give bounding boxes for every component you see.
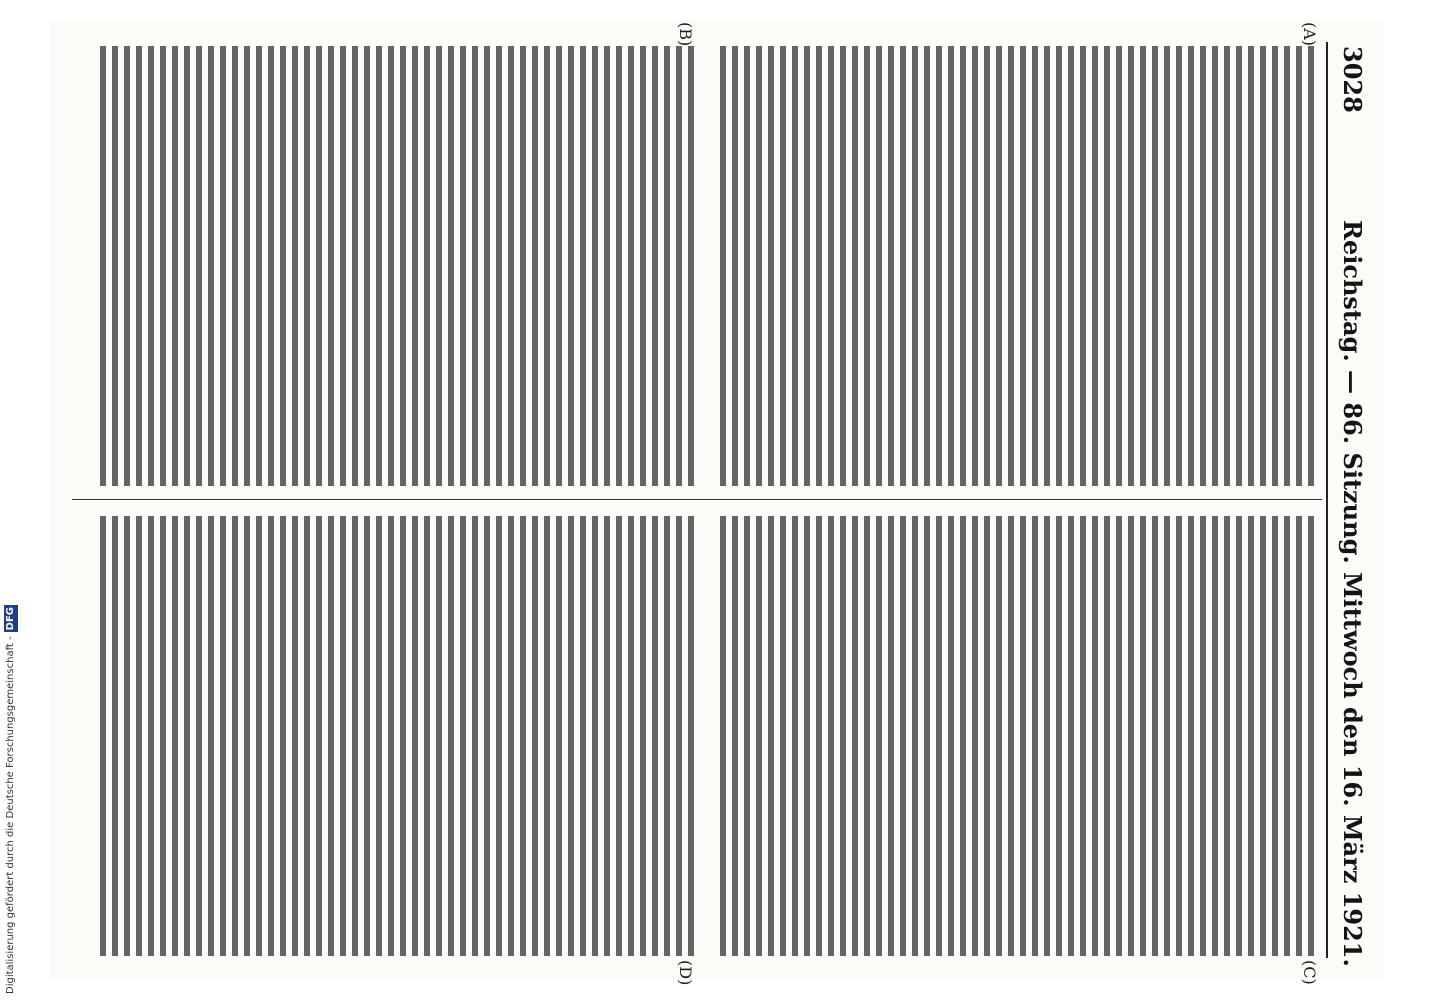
right-column-text-lower: [94, 516, 694, 956]
scanned-page: [50, 20, 1384, 986]
page-canvas: [50, 20, 1384, 986]
margin-letter-a: (A): [1300, 22, 1319, 47]
left-column-text-upper: [714, 46, 1314, 486]
digitization-credit-text: Digitalisierung gefördert durch die Deutsche Forschungsgemeinschaft -: [5, 636, 16, 994]
running-head: Reichstag. — 86. Sitzung. Mittwoch den 16. März 1921.: [1338, 220, 1367, 967]
right-column-text-upper: [714, 516, 1314, 956]
margin-letter-c: (C): [1300, 960, 1319, 985]
column-rule: [72, 499, 1322, 500]
dfg-logo: DFG: [5, 607, 16, 631]
margin-letter-d: (D): [676, 960, 695, 986]
digitization-credit: [4, 605, 18, 994]
left-column-text-lower: [94, 46, 694, 486]
margin-letter-b: (B): [676, 22, 695, 47]
header-rule: [1326, 42, 1328, 958]
page-number: 3028: [1338, 46, 1367, 113]
